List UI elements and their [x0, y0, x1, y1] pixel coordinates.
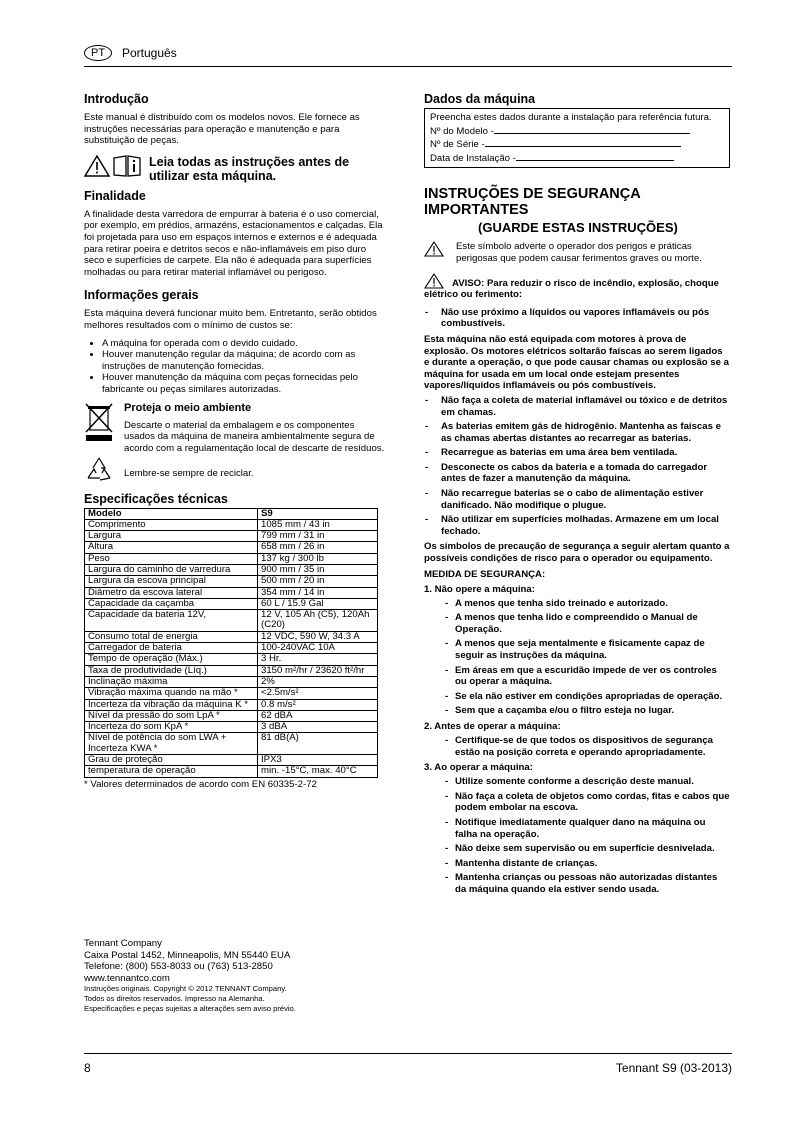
environment-section [84, 402, 386, 482]
spec-value-cell: 500 mm / 20 in [258, 576, 378, 587]
list-item: - Utilize somente conforme a descrição deste manual. [444, 776, 730, 788]
machine-intro: Preencha estes dados durante a instalação para referência futura. [430, 112, 712, 123]
list-item: - Não use próximo a líquidos ou vapores inflamáveis ou pós combustíveis. [424, 307, 730, 330]
specs-title: Especificações técnicas [84, 491, 228, 506]
spec-label-cell: Largura do caminho de varredura [85, 564, 258, 575]
table-row [85, 631, 378, 642]
recycle-text: Lembre-se sempre de reciclar. [124, 468, 254, 480]
safety-list-2 [424, 395, 730, 538]
list-item: - Notifique imediatamente qualquer dano na máquina ou falha na operação. [444, 817, 730, 840]
list-item: - Não recarregue baterias se o cabo de alimentação estiver danificado. Não modifique o plugue. [424, 488, 730, 511]
section-1-heading: 1. Não opere a máquina: [424, 583, 535, 595]
manual-book-icon [113, 155, 141, 177]
spec-value-cell: 12 VDC, 590 W, 34.3 A [258, 631, 378, 642]
list-item: - Mantenha crianças ou pessoas não autorizadas distantes da máquina quando ela estiver sendo usada. [444, 872, 730, 895]
precaution-paragraph: Os símbolos de precaução de segurança a seguir alertam quanto a possíveis condições de risco para o operador ou equipamento. [424, 541, 730, 565]
read-instructions-warning [84, 155, 386, 183]
specs-footnote: * Valores determinados de acordo com EN 60335-2-72 [84, 778, 317, 790]
spec-value-cell: 658 mm / 26 in [258, 542, 378, 553]
table-row [85, 755, 378, 766]
spec-value-cell: 137 kg / 300 lb [258, 553, 378, 564]
spec-label-cell: Nível da pressão do som LpA * [85, 710, 258, 721]
list-item: - Em áreas em que a escuridão impede de ver os controles ou operar a máquina. [444, 665, 730, 688]
crossed-bin-icon [84, 402, 114, 442]
spec-label-cell: Tempo de operação (Máx.) [85, 654, 258, 665]
purpose-title: Finalidade [84, 188, 146, 203]
model-field-line[interactable] [494, 124, 690, 134]
spec-label-cell: Largura da escova principal [85, 576, 258, 587]
list-item: - A menos que tenha sido treinado e autorizado. [444, 598, 730, 610]
machine-title: Dados da máquina [424, 92, 536, 106]
spec-value-cell: 60 L / 15.9 Gal [258, 598, 378, 609]
explosion-paragraph: Esta máquina não está equipada com motores à prova de explosão. Os motores elétricos soltarão faíscas ao serem ligados e durante a operação, o que pode causar chamas ou explosão se a máquina for usada em um local onde estejam presentes vapores/líquidos inflamáveis ou pós combustíveis. [424, 333, 729, 392]
spec-value-cell: 12 V, 105 Ah (C5), 120Ah (C20) [258, 610, 378, 632]
list-item: - A menos que tenha lido e compreendido o Manual de Operação. [444, 612, 730, 635]
spec-label-cell: Peso [85, 553, 258, 564]
list-item: - Mantenha distante de crianças. [444, 858, 730, 870]
spec-label-cell: Largura [85, 531, 258, 542]
spec-value-cell: IPX3 [258, 755, 378, 766]
table-row [85, 542, 378, 553]
list-item: - Não utilizar em superfícies molhadas. Armazene em um local fechado. [424, 514, 730, 537]
safety-subtitle: (GUARDE ESTAS INSTRUÇÕES) [478, 220, 678, 236]
copyright-line: Instruções originais. Copyright © 2012 TENNANT Company. [84, 984, 287, 994]
spec-label-cell: Incerteza da vibração da máquina K * [85, 699, 258, 710]
safety-list-1 [424, 307, 730, 330]
spec-value-cell: 3 Hr. [258, 654, 378, 665]
warning-triangle-icon [84, 155, 110, 177]
company-line: Tennant Company [84, 938, 162, 949]
machine-data-box [424, 108, 730, 168]
section-3-list [424, 776, 730, 895]
company-line: Caixa Postal 1452, Minneapolis, MN 55440 EUA [84, 949, 291, 961]
spec-label-cell: Taxa de produtividade (Líq.) [85, 665, 258, 676]
safety-measure-heading: MEDIDA DE SEGURANÇA: [424, 568, 546, 580]
spec-value-cell: 2% [258, 676, 378, 687]
copyright-line: Todos os direitos reservados. Impresso na Alemanha. [84, 994, 265, 1004]
spec-value-cell: 354 mm / 14 in [258, 587, 378, 598]
table-row [85, 710, 378, 721]
table-row [85, 654, 378, 665]
right-column [424, 92, 730, 896]
table-row [85, 676, 378, 687]
page-number: 8 [84, 1061, 91, 1075]
table-row [85, 598, 378, 609]
spec-value-cell: 1085 mm / 43 in [258, 519, 378, 530]
list-item: - Certifique-se de que todos os dispositivos de segurança estão na posição correta e operando apropriadamente. [444, 735, 730, 758]
language-code-badge: PT [84, 45, 112, 61]
spec-label-cell: Capacidade da bateria 12V, [85, 610, 258, 632]
install-date-field-line[interactable] [516, 151, 674, 161]
fire-warning [424, 273, 730, 301]
spec-value-cell: 900 mm / 35 in [258, 564, 378, 575]
list-item: • Houver manutenção regular da máquina; de acordo com as instruções de manutenção fornecidas. [102, 349, 386, 372]
table-row [85, 722, 378, 733]
table-row [85, 766, 378, 777]
list-item: - As baterias emitem gás de hidrogênio. Mantenha as faíscas e as chamas abertas distantes ao recarregar as baterias. [424, 421, 730, 444]
list-item: • A máquina for operada com o devido cuidado. [102, 338, 386, 350]
company-info [84, 938, 386, 1014]
left-column [84, 92, 386, 790]
spec-value-cell: 799 mm / 31 in [258, 531, 378, 542]
section-2-list [424, 735, 730, 758]
spec-value-cell: 0.8 m/s² [258, 699, 378, 710]
spec-value-cell: <2.5m/s² [258, 688, 378, 699]
section-3-heading: 3. Ao operar a máquina: [424, 762, 533, 774]
list-item: - Não faça a coleta de material inflamável ou tóxico e de detritos em chamas. [424, 395, 730, 418]
table-row [85, 643, 378, 654]
list-item: - Não faça a coleta de objetos como cordas, fitas e cabos que podem embolar na escova. [444, 791, 730, 814]
spec-label-cell: Grau de proteção [85, 755, 258, 766]
fire-warning-text: AVISO: Para reduzir o risco de incêndio, explosão, choque elétrico ou ferimento: [424, 277, 719, 301]
symbol-explanation [424, 241, 730, 264]
spec-label-cell: Comprimento [85, 519, 258, 530]
section-2-heading: 2. Antes de operar a máquina: [424, 720, 561, 732]
table-row [85, 576, 378, 587]
section-1-list [424, 598, 730, 717]
general-text: Esta máquina deverá funcionar muito bem. Entretanto, serão obtidos melhores resultados com o mínimo de custos se: [84, 308, 377, 331]
spec-label-cell: Vibração máxima quando na mão * [85, 688, 258, 699]
table-header-row [85, 508, 378, 519]
safety-title: INSTRUÇÕES DE SEGURANÇA IMPORTANTES [424, 186, 641, 219]
spec-label-cell: Consumo total de energia [85, 631, 258, 642]
list-item: - Se ela não estiver em condições apropriadas de operação. [444, 691, 730, 703]
table-row [85, 610, 378, 632]
list-item: - Não deixe sem supervisão ou em superfície desnivelada. [444, 843, 730, 855]
spec-value-cell: 81 dB(A) [258, 733, 378, 755]
table-row [85, 665, 378, 676]
spec-label-cell: temperatura de operação [85, 766, 258, 777]
model-field-label: Nº do Modelo - [430, 125, 494, 137]
spec-label-cell: Inclinação máxima [85, 676, 258, 687]
environment-text: Descarte o material da embalagem e os componentes usados da máquina de maneira ambientalmente segura de acordo com a regulamentação local de descarte de resíduos. [124, 419, 385, 454]
spec-value-cell: 3 dBA [258, 722, 378, 733]
table-row [85, 564, 378, 575]
spec-label-cell: Capacidade da caçamba [85, 598, 258, 609]
table-row [85, 519, 378, 530]
environment-title: Proteja o meio ambiente [124, 401, 252, 414]
page-header [84, 44, 732, 67]
spec-value-cell: 3150 m²/hr / 23620 ft²/hr [258, 665, 378, 676]
list-item: - A menos que seja mentalmente e fisicamente capaz de seguir as instruções da máquina. [444, 638, 730, 661]
header-cell: S9 [258, 508, 378, 519]
spec-label-cell: Diâmetro da escova lateral [85, 587, 258, 598]
general-title: Informações gerais [84, 288, 199, 303]
specs-table [84, 508, 378, 778]
spec-label-cell: Carregador de bateria [85, 643, 258, 654]
list-item: - Sem que a caçamba e/ou o filtro esteja no lugar. [444, 705, 730, 717]
symbol-text: Este símbolo adverte o operador dos perigos e práticas perigosas que podem causar ferimentos graves ou morte. [456, 241, 702, 264]
table-row [85, 587, 378, 598]
warning-triangle-icon [424, 241, 444, 257]
document-id: Tennant S9 (03-2013) [615, 1061, 732, 1075]
table-row [85, 733, 378, 755]
page-footer [84, 1053, 732, 1075]
spec-label-cell: Incerteza do som KpA * [85, 722, 258, 733]
company-line: www.tennantco.com [84, 972, 170, 984]
spec-value-cell: 62 dBA [258, 710, 378, 721]
spec-value-cell: min. -15°C, max. 40°C [258, 766, 378, 777]
table-row [85, 699, 378, 710]
purpose-text: A finalidade desta varredora de empurrar à bateria é o uso comercial, por exemplo, em prédios, armazéns, estacionamentos e calçadas. Ela foi projetada para uso em espaços internos e externos e é adequada para retirar poeira e detritos secos e não-inflamáveis em piso duro seco e superfícies de carpete. Ela não é adequada para superfícies molhadas ou para retirar material inflamável ou perigoso. [84, 208, 383, 278]
list-item: - Desconecte os cabos da bateria e a tomada do carregador antes de fazer a manutenção da máquina. [424, 462, 730, 485]
list-item: • Houver manutenção da máquina com peças fornecidas pelo fabricante ou peças similares autorizadas. [102, 372, 386, 395]
recycle-icon [84, 456, 114, 482]
header-cell: Modelo [85, 508, 258, 519]
install-date-field-label: Data de Instalação - [430, 152, 516, 164]
intro-text: Este manual é distribuído com os modelos novos. Ele fornece as instruções necessárias para operação e manutenção e para substituição de peças. [84, 112, 360, 147]
table-row [85, 688, 378, 699]
general-list [84, 338, 386, 396]
spec-label-cell: Nível de potência do som LWA + Incerteza KWA * [85, 733, 258, 755]
table-row [85, 531, 378, 542]
serial-field-line[interactable] [485, 137, 681, 147]
serial-field-label: Nº de Série - [430, 139, 485, 151]
company-line: Telefone: (800) 553-8033 ou (763) 513-2850 [84, 961, 273, 973]
copyright-line: Especificações e peças sujeitas a alterações sem aviso prévio. [84, 1004, 296, 1014]
list-item: - Recarregue as baterias em uma área bem ventilada. [424, 447, 730, 459]
language-name: Português [122, 46, 177, 60]
spec-value-cell: 100-240VAC 10A [258, 643, 378, 654]
spec-label-cell: Altura [85, 542, 258, 553]
read-instructions-text: Leia todas as instruções antes de utilizar esta máquina. [149, 154, 350, 183]
warning-triangle-icon [424, 273, 444, 289]
intro-title: Introdução [84, 92, 149, 106]
table-row [85, 553, 378, 564]
